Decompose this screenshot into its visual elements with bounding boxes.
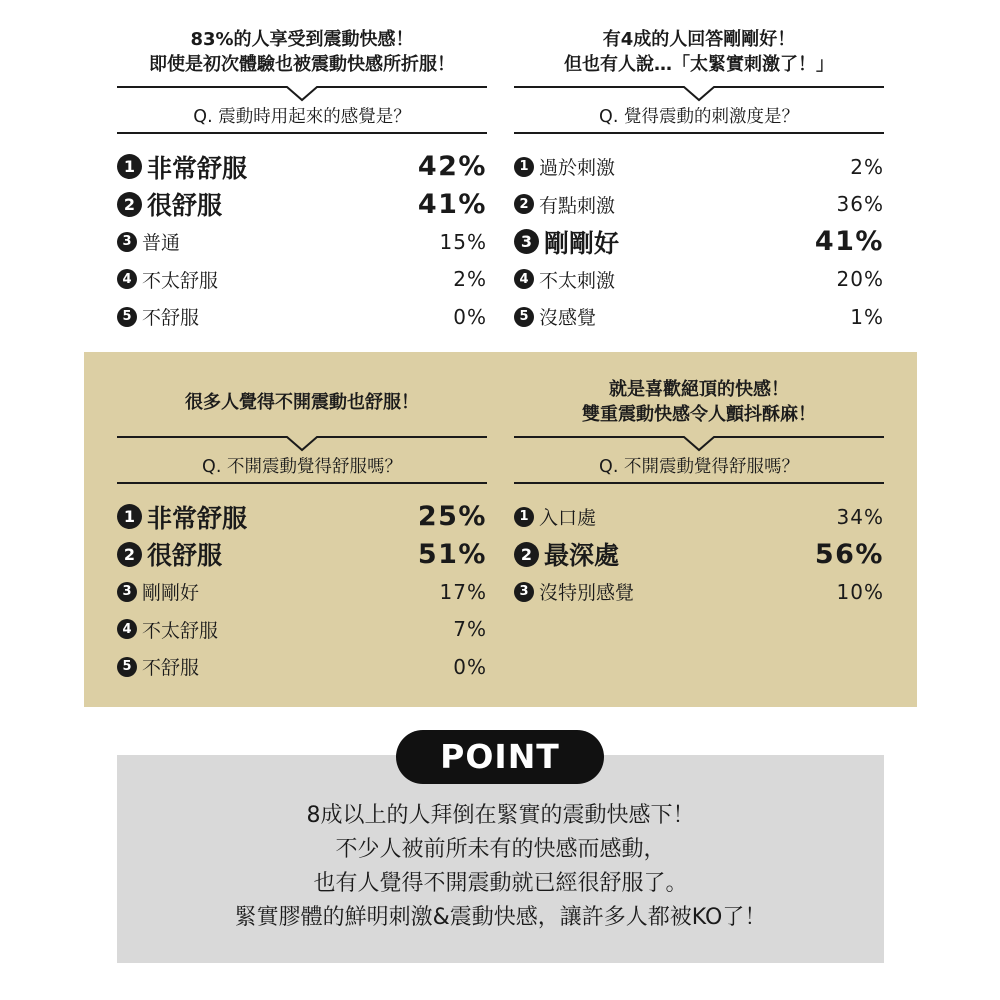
result-label: 剛剛好 (142, 582, 200, 605)
result-label-group (117, 578, 199, 605)
number-circle-icon: 4 (514, 269, 534, 289)
survey-headline (117, 368, 487, 436)
result-row (514, 186, 884, 224)
result-label: 很舒服 (147, 191, 223, 221)
result-percentage: 7% (453, 617, 487, 642)
number-circle-icon: 2 (514, 542, 539, 567)
number-circle-icon: 5 (117, 307, 137, 327)
point-badge: POINT (396, 730, 604, 784)
result-percentage: 2% (850, 154, 884, 179)
result-row (514, 261, 884, 299)
number-circle-icon: 2 (117, 542, 142, 567)
result-label: 非常舒服 (147, 153, 248, 183)
survey-headline (514, 18, 884, 86)
headline-line: 即使是初次體驗也被震動快感所折服！ (149, 54, 455, 75)
result-label-group (514, 303, 596, 330)
point-line: 不少人被前所未有的快感而感動， (335, 837, 666, 862)
result-label-group (514, 224, 619, 260)
result-row (117, 498, 487, 536)
result-row (117, 186, 487, 224)
survey-panel-vibration-feel (117, 18, 487, 336)
result-label-group (117, 536, 222, 572)
number-circle-icon: 1 (514, 507, 534, 527)
number-circle-icon: 1 (117, 154, 142, 179)
result-label-group (117, 266, 218, 293)
result-label-group (514, 266, 615, 293)
point-text (117, 799, 884, 935)
result-row (514, 498, 884, 536)
divider-with-notch (117, 86, 487, 102)
number-circle-icon: 4 (117, 619, 137, 639)
survey-question: Q. 震動時用起來的感覺是？ (117, 102, 487, 134)
point-line: 8成以上的人拜倒在緊實的震動快感下！ (306, 803, 695, 828)
result-label-group (117, 499, 247, 535)
result-label: 不太舒服 (142, 619, 219, 642)
result-label-group (514, 191, 615, 218)
point-line: 緊實膠體的鮮明刺激&震動快感，讓許多人都被KO了！ (234, 905, 767, 930)
result-percentage: 1% (850, 304, 884, 329)
result-label: 很舒服 (147, 541, 223, 571)
result-percentage: 41% (417, 188, 487, 220)
result-percentage: 36% (836, 192, 884, 217)
survey-headline (117, 18, 487, 86)
survey-panel-stimulation-level (514, 18, 884, 336)
result-label: 沒特別感覺 (539, 582, 635, 605)
result-percentage: 56% (814, 538, 884, 570)
result-label: 不舒服 (142, 657, 200, 680)
result-label-group (117, 149, 247, 185)
result-row (514, 223, 884, 261)
number-circle-icon: 2 (117, 192, 142, 217)
headline-line: 83%的人享受到震動快感！ (190, 29, 414, 50)
result-label: 普通 (142, 232, 181, 255)
result-label: 入口處 (539, 507, 597, 530)
result-percentage: 42% (417, 151, 487, 183)
result-label: 沒感覺 (539, 307, 597, 330)
result-row (514, 148, 884, 186)
result-label: 過於刺激 (539, 157, 616, 180)
result-percentage: 17% (439, 579, 487, 604)
result-label-group (117, 303, 199, 330)
point-box (117, 755, 884, 963)
result-label-group (117, 653, 199, 680)
headline-line: 很多人覺得不開震動也舒服！ (185, 391, 419, 413)
result-label-group (514, 153, 615, 180)
result-row (117, 573, 487, 611)
result-percentage: 25% (417, 501, 487, 533)
result-label: 非常舒服 (147, 503, 248, 533)
divider-with-notch (514, 86, 884, 102)
number-circle-icon: 1 (514, 157, 534, 177)
number-circle-icon: 1 (117, 504, 142, 529)
result-label-group (117, 616, 218, 643)
headline-line: 但也有人說…「太緊實刺激了！」 (564, 54, 834, 75)
number-circle-icon: 3 (514, 229, 539, 254)
survey-panel-no-vibration (117, 368, 487, 686)
number-circle-icon: 5 (514, 307, 534, 327)
point-line: 也有人覺得不開震動就已經很舒服了。 (313, 871, 688, 896)
result-row (117, 611, 487, 649)
number-circle-icon: 3 (117, 582, 137, 602)
result-percentage: 15% (439, 229, 487, 254)
number-circle-icon: 4 (117, 269, 137, 289)
result-label-group (117, 228, 180, 255)
result-label: 不太刺激 (539, 269, 616, 292)
result-percentage: 34% (836, 504, 884, 529)
result-label: 不舒服 (142, 307, 200, 330)
result-row (117, 223, 487, 261)
result-row (514, 298, 884, 336)
result-percentage: 10% (836, 579, 884, 604)
survey-results (514, 498, 884, 611)
number-circle-icon: 3 (117, 232, 137, 252)
result-percentage: 20% (836, 267, 884, 292)
survey-question: Q. 不開震動覺得舒服嗎？ (514, 452, 884, 484)
result-row (117, 148, 487, 186)
result-row (514, 536, 884, 574)
result-label: 最深處 (544, 541, 620, 571)
result-row (117, 536, 487, 574)
divider-with-notch (514, 436, 884, 452)
result-label-group (117, 186, 222, 222)
result-label-group (514, 536, 619, 572)
headline-line: 就是喜歡絕頂的快感！ (609, 379, 789, 400)
headline-line: 有4成的人回答剛剛好！ (602, 29, 796, 50)
result-percentage: 0% (453, 304, 487, 329)
result-percentage: 0% (453, 654, 487, 679)
survey-results (514, 148, 884, 336)
result-row (117, 648, 487, 686)
result-label-group (514, 578, 634, 605)
survey-question: Q. 不開震動覺得舒服嗎？ (117, 452, 487, 484)
result-label: 不太舒服 (142, 269, 219, 292)
number-circle-icon: 2 (514, 194, 534, 214)
result-label-group (514, 503, 596, 530)
survey-results (117, 498, 487, 686)
result-label: 剛剛好 (544, 228, 620, 258)
result-percentage: 41% (814, 226, 884, 258)
survey-question: Q. 覺得震動的刺激度是？ (514, 102, 884, 134)
headline-line: 雙重震動快感令人顫抖酥麻！ (582, 404, 816, 425)
number-circle-icon: 3 (514, 582, 534, 602)
divider-with-notch (117, 436, 487, 452)
result-percentage: 51% (417, 538, 487, 570)
survey-headline (514, 368, 884, 436)
result-row (514, 573, 884, 611)
survey-results (117, 148, 487, 336)
result-row (117, 261, 487, 299)
result-percentage: 2% (453, 267, 487, 292)
number-circle-icon: 5 (117, 657, 137, 677)
result-label: 有點刺激 (539, 194, 616, 217)
result-row (117, 298, 487, 336)
survey-panel-position (514, 368, 884, 611)
